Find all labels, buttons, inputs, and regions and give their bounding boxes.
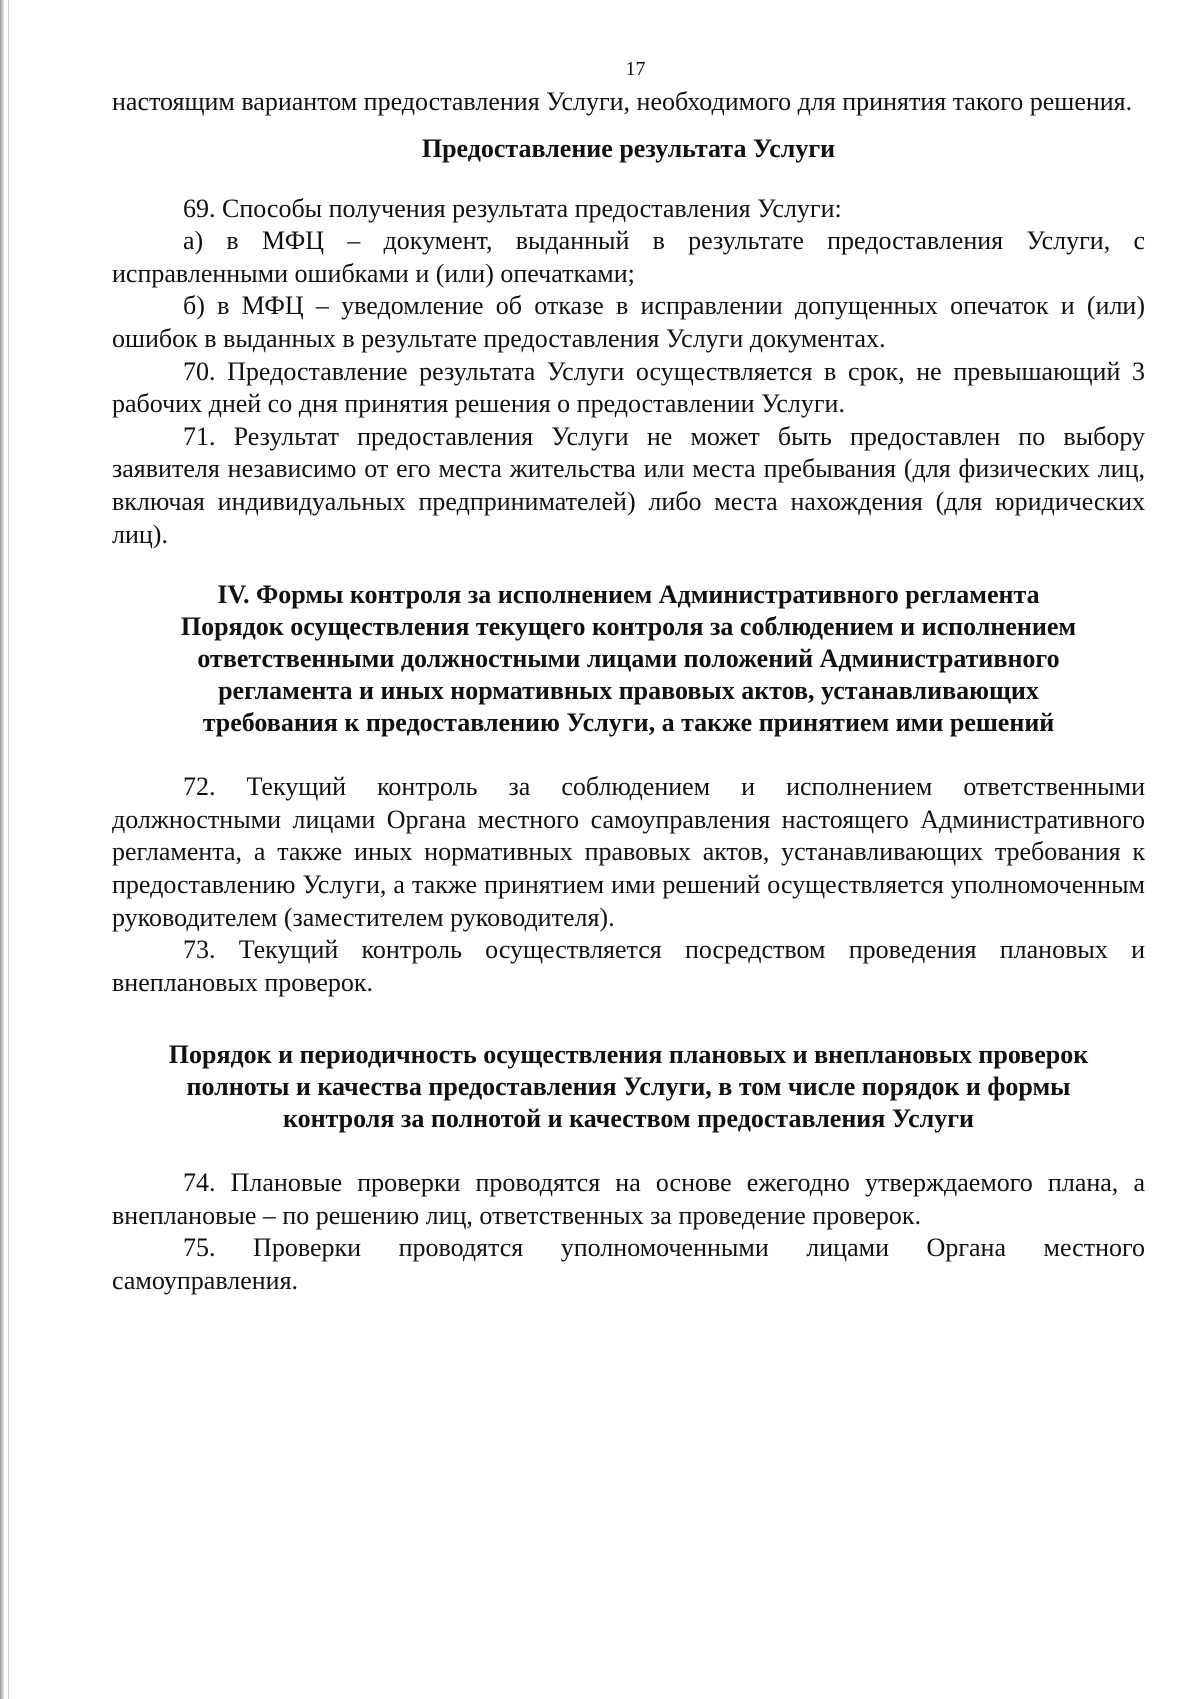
heading-section-4-line-1: IV. Формы контроля за исполнением Административного регламента [217, 580, 1040, 610]
heading-section-4-line-2: Порядок осуществления текущего контроля за соблюдением и исполнением [180, 612, 1077, 642]
heading-section-4-line-4: регламента и иных нормативных правовых актов, устанавливающих [218, 676, 1039, 706]
paragraph-69b: б) в МФЦ – уведомление об отказе в исправлении допущенных опечаток и (или) ошибок в выданных в результате предоставления Услуги документах. [112, 291, 1145, 353]
paragraph-70: 70. Предоставление результата Услуги осуществляется в срок, не превышающий 3 рабочих дней со дня принятия решения о предоставлении Услуги. [112, 356, 1145, 419]
scan-edge [0, 0, 4, 1699]
heading-section-4 [112, 579, 1145, 739]
paragraph-71: 71. Результат предоставления Услуги не может быть предоставлен по выбору заявителя независимо от его места жительства или места пребывания (для физических лиц, включая индивидуальных предпринимателей) либо места нахождения (для юридических лиц). [112, 421, 1145, 549]
heading-inspection-order-line-2: полноты и качества предоставления Услуги, в том числе порядок и формы [186, 1072, 1071, 1102]
scan-edge-line [8, 0, 9, 1699]
paragraph-73: 73. Текущий контроль осуществляется посредством проведения плановых и внеплановых проверок. [112, 935, 1145, 997]
continuation-paragraph: настоящим вариантом предоставления Услуги, необходимого для принятия такого решения. [112, 87, 1133, 116]
heading-section-4-line-3: ответственными должностными лицами положений Административного [197, 644, 1060, 674]
paragraph-72: 72. Текущий контроль за соблюдением и исполнением ответственными должностными лицами Органа местного самоуправления настоящего Административного регламента, а также иных нормативных правовых актов, устанавливающих требования к предоставлению Услуги, а также принятием ими решений осуществляется уполномоченным руководителем (заместителем руководителя). [112, 772, 1145, 932]
document-page [112, 56, 1145, 1298]
paragraph-69a: а) в МФЦ – документ, выданный в результате предоставления Услуги, с исправленными ошибками и (или) опечатками; [112, 226, 1145, 288]
paragraph-75: 75. Проверки проводятся уполномоченными лицами Органа местного самоуправления. [112, 1233, 1145, 1296]
heading-result: Предоставление результата Услуги [421, 133, 836, 163]
paragraph-69: 69. Способы получения результата предоставления Услуги: [183, 193, 842, 223]
paragraph-74: 74. Плановые проверки проводятся на основе ежегодно утверждаемого плана, а внеплановые – по решению лиц, ответственных за проведение проверок. [112, 1168, 1145, 1230]
page-number: 17 [625, 58, 646, 80]
heading-section-4-line-5: требования к предоставлению Услуги, а также принятием ими решений [202, 708, 1055, 738]
heading-inspection-order-line-1: Порядок и периодичность осуществления плановых и внеплановых проверок [168, 1040, 1089, 1070]
heading-inspection-order [112, 1039, 1145, 1135]
heading-inspection-order-line-3: контроля за полнотой и качеством предоставления Услуги [282, 1104, 975, 1134]
